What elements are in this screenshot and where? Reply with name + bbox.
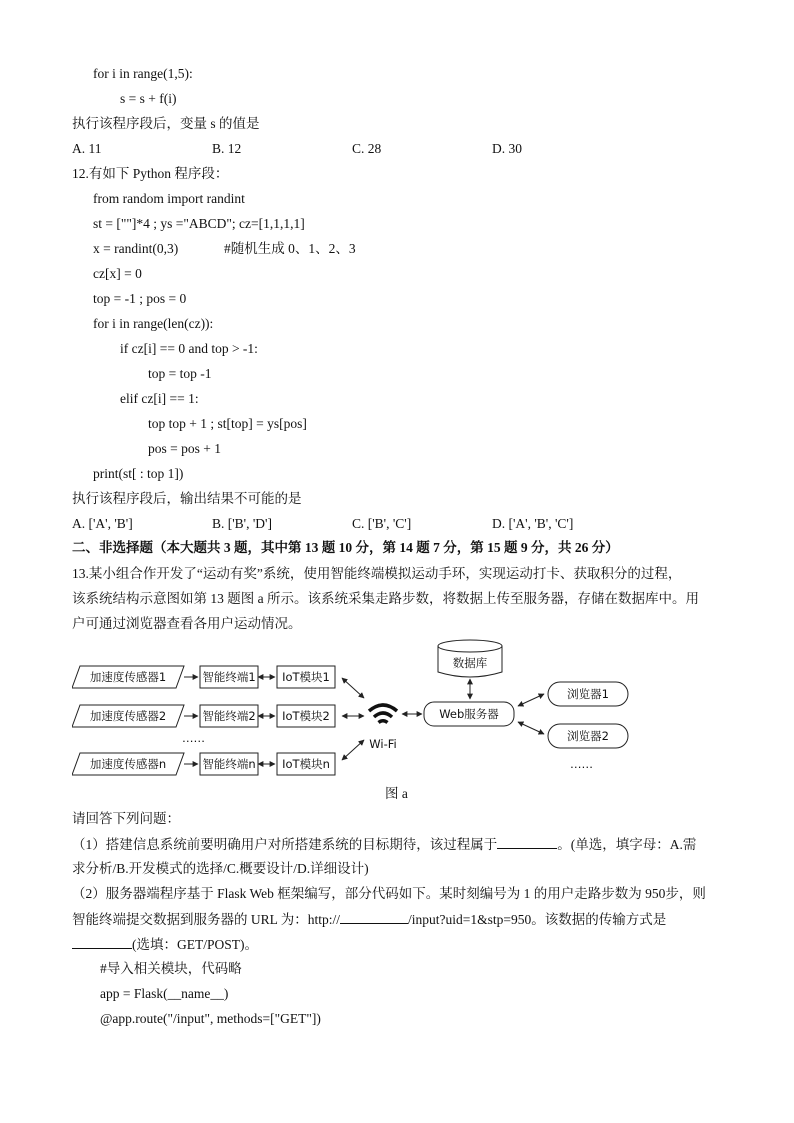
terminal-label: 智能终端2 <box>202 709 256 723</box>
system-structure-diagram <box>72 636 732 786</box>
section-heading: 二、非选择题（本大题共 3 题，其中第 13 题 10 分，第 14 题 7 分，第 15 题 9 分，共 26 分） <box>72 540 619 555</box>
option-c: C. ['B', 'C'] <box>352 516 412 531</box>
answer-options <box>72 514 732 534</box>
question-stem: 执行该程序段后，变量 s 的值是 <box>72 116 260 131</box>
code-line: print(st[ : top 1]) <box>93 466 184 481</box>
code-line: for i in range(len(cz)): <box>93 316 214 331</box>
code-line: pos = pos + 1 <box>148 441 221 456</box>
sensor-label: 加速度传感器n <box>89 757 167 771</box>
terminal-label: 智能终端1 <box>202 670 256 684</box>
wifi-label: Wi-Fi <box>369 737 397 751</box>
ellipsis: …… <box>182 731 205 745</box>
figure-caption: 图 a <box>385 786 408 801</box>
sub-question-text: 求分析/B.开发模式的选择/C.概要设计/D.详细设计) <box>72 861 369 876</box>
answer-blank[interactable] <box>340 909 408 924</box>
answer-options <box>72 139 732 159</box>
code-line: from random import randint <box>93 191 245 206</box>
code-line: st = [""]*4 ; ys ="ABCD"; cz=[1,1,1,1] <box>93 216 305 231</box>
code-line: elif cz[i] == 1: <box>120 391 199 406</box>
code-comment: #随机生成 0、1、2、3 <box>224 241 356 256</box>
answer-blank[interactable] <box>497 834 557 849</box>
browser-label: 浏览器2 <box>567 729 609 743</box>
answer-blank[interactable] <box>72 934 132 949</box>
sub-question-text: (选填：GET/POST)。 <box>132 937 258 952</box>
question-text: 执行该程序段后，输出结果不可能的是 <box>72 491 302 506</box>
sub-question-text: 。(单选，填字母：A.需 <box>557 837 697 852</box>
sub-question-text <box>72 934 258 955</box>
option-d: D. 30 <box>492 141 522 156</box>
arrow <box>518 694 544 706</box>
option-a: A. ['A', 'B'] <box>72 516 133 531</box>
database-label: 数据库 <box>452 656 488 670</box>
sub-question-text: （1）搭建信息系统前要明确用户对所搭建系统的目标期待，该过程属于 <box>72 837 498 852</box>
code-line: app = Flask(__name__) <box>100 986 229 1001</box>
web-server-label: Web服务器 <box>439 707 499 721</box>
option-d: D. ['A', 'B', 'C'] <box>492 516 574 531</box>
code-line: x = randint(0,3) <box>93 241 179 256</box>
option-b: B. ['B', 'D'] <box>212 516 272 531</box>
arrow <box>342 678 364 698</box>
sub-question-1 <box>72 834 696 855</box>
code-line: top = top -1 <box>148 366 212 381</box>
iot-label: IoT模块1 <box>282 670 330 684</box>
terminal-label: 智能终端n <box>202 757 256 771</box>
arrow <box>342 740 364 760</box>
paragraph-line: 户可通过浏览器查看各用户运动情况。 <box>72 616 302 631</box>
sensor-label: 加速度传感器2 <box>89 709 167 723</box>
paragraph-line: 该系统结构示意图如第 13 题图 a 所示。该系统采集走路步数，将数据上传至服务器，存储在数据库中。用 <box>72 591 699 606</box>
code-comment: #导入相关模块，代码略 <box>100 961 242 976</box>
question-stem: 12.有如下 Python 程序段： <box>72 166 229 181</box>
wifi-icon <box>369 705 397 723</box>
code-line: cz[x] = 0 <box>93 266 142 281</box>
code-line: @app.route("/input", methods=["GET"]) <box>100 1011 321 1026</box>
ellipsis: …… <box>570 757 593 771</box>
option-b: B. 12 <box>212 141 242 156</box>
code-line: if cz[i] == 0 and top > -1: <box>120 341 258 356</box>
browser-label: 浏览器1 <box>567 687 609 701</box>
code-line: top top + 1 ; st[top] = ys[pos] <box>148 416 307 431</box>
iot-label: IoT模块2 <box>282 709 330 723</box>
sub-question-text <box>72 909 666 930</box>
sub-question-text: 智能终端提交数据到服务器的 URL 为：http:// <box>72 912 341 927</box>
sub-question-2: （2）服务器端程序基于 Flask Web 框架编写，部分代码如下。某时刻编号为 1 的用户走路步数为 950步，则 <box>72 886 706 901</box>
paragraph-line: 13.某小组合作开发了“运动有奖”系统，使用智能终端模拟运动手环，实现运动打卡、获取积分的过程， <box>72 566 682 581</box>
prompt-text: 请回答下列问题： <box>72 811 180 826</box>
option-a: A. 11 <box>72 141 102 156</box>
arrow <box>518 722 544 734</box>
code-line: for i in range(1,5): <box>93 66 193 81</box>
sub-question-text: /input?uid=1&stp=950。该数据的传输方式是 <box>408 912 667 927</box>
iot-label: IoT模块n <box>282 757 330 771</box>
code-line: top = -1 ; pos = 0 <box>93 291 187 306</box>
option-c: C. 28 <box>352 141 382 156</box>
sensor-label: 加速度传感器1 <box>89 670 167 684</box>
code-line: s = s + f(i) <box>120 91 177 106</box>
